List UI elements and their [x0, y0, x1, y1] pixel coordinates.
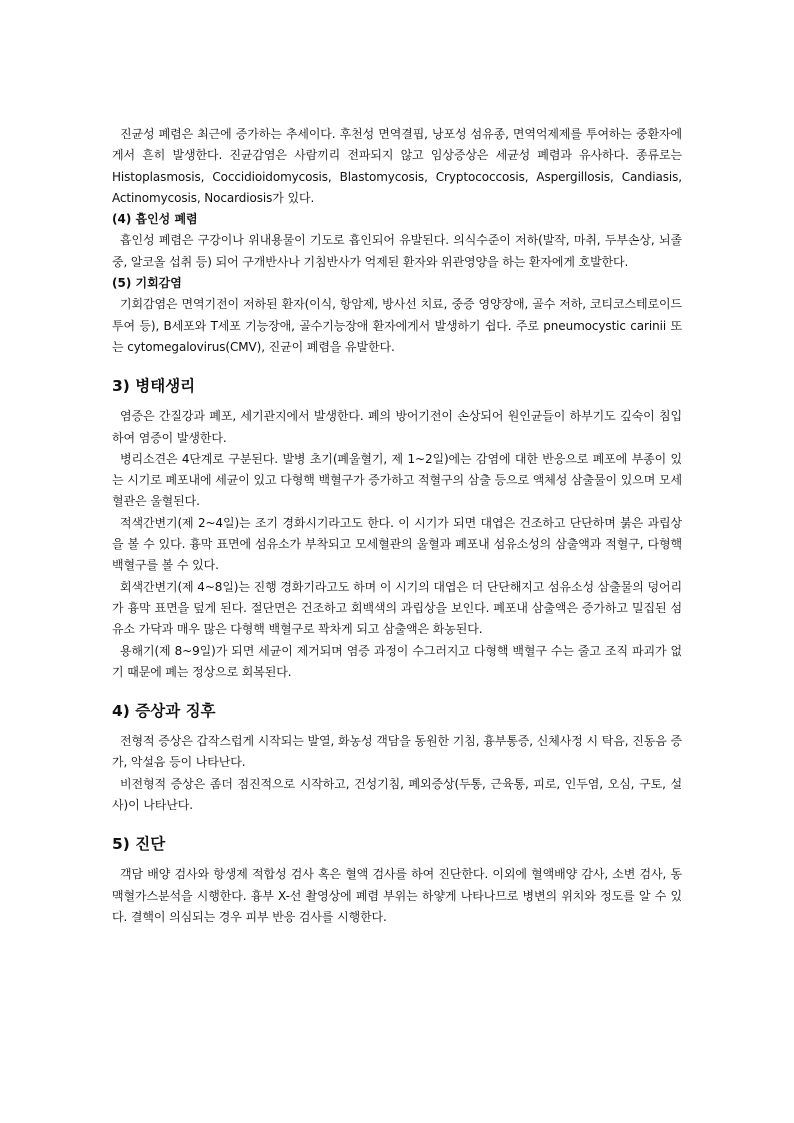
- symptoms-paragraph: 전형적 증상은 갑작스럽게 시작되는 발열, 화농성 객담을 동원한 기침, 흉부통증, 신체사정 시 탁음, 진동음 증가, 악설음 등이 나타난다.: [112, 734, 682, 770]
- pathophysiology-title: 3) 병태생리: [112, 377, 196, 396]
- opportunistic-paragraph: 기회감염은 면역기전이 저하된 환자(이식, 항암제, 방사선 치료, 중증 영양장애, 골수 저하, 코티코스테로이드 투여 등), B세포와 T세포 기능장애, 골수기능장애 환자에게서 발생하기 쉽다. 주로 pneumocystic carinii 또는 cytomegalovirus(CMV), 진균이 폐렴을 유발한다.: [112, 297, 682, 354]
- pathophysiology-paragraph: 회색간변기(제 4~8일)는 진행 경화기라고도 하며 이 시기의 대엽은 더 단단해지고 섬유소성 삼출물의 덩어리가 흉막 표면을 덮게 된다. 절단면은 건조하고 회백색의 과립상을 보인다. 폐포내 삼출액은 증가하고 밀집된 섬유소 가닥과 매우 많은 다형핵 백혈구로 꽉차게 되고 삼출액은 화농된다.: [112, 579, 682, 637]
- spacer: [112, 358, 682, 374]
- opportunistic-heading: (5) 기회감염: [112, 276, 182, 291]
- document-page: [112, 124, 682, 928]
- pathophysiology-paragraph: 적색간변기(제 2~4일)는 조기 경화시기라고도 한다. 이 시기가 되면 대엽은 건조하고 단단하며 붉은 과립상을 볼 수 있다. 흉막 표면에 섬유소가 부착되고 모세혈관의 울혈과 폐포내 섬유소성의 삼출액과 적혈구, 다형핵 백혈구를 볼 수 있다.: [112, 515, 682, 573]
- pathophysiology-paragraph: 병리소견은 4단계로 구분된다. 발병 초기(폐울혈기, 제 1~2일)에는 감염에 대한 반응으로 폐포에 부종이 있는 시기로 폐포내에 세균이 있고 다형핵 백혈구가 증가하고 적혈구의 삼출 등으로 액체성 삼출물이 있으며 모세혈관은 울혈된다.: [112, 451, 682, 509]
- spacer: [112, 723, 682, 731]
- spacer: [112, 398, 682, 406]
- pathophysiology-paragraph: 염증은 간질강과 폐포, 세기관지에서 발생한다. 폐의 방어기전이 손상되어 원인균들이 하부기도 깊숙이 침입하여 염증이 발생한다.: [112, 409, 682, 445]
- spacer: [112, 816, 682, 832]
- symptoms-title: 4) 증상과 징후: [112, 702, 216, 721]
- spacer: [112, 856, 682, 864]
- symptoms-paragraph: 비전형적 증상은 좀더 점진적으로 시작하고, 건성기침, 폐외증상(두통, 근육통, 피로, 인두염, 오심, 구토, 설사)이 나타난다.: [112, 776, 682, 813]
- diagnosis-paragraph: 객담 배양 검사와 항생제 적합성 검사 혹은 혈액 검사를 하여 진단한다. 이외에 혈액배양 감사, 소변 검사, 동맥혈가스분석을 시행한다. 흉부 X-선 촬영상에 폐렴 부위는 하얗게 나타나므로 병변의 위치와 정도를 알 수 있다. 결핵이 의심되는 경우 피부 반응 검사를 시행한다.: [112, 867, 682, 924]
- fungal-pneumonia-paragraph: 진균성 폐렴은 최근에 증가하는 추세이다. 후천성 면역결핍, 낭포성 섬유종, 면역억제제를 투여하는 중환자에게서 흔히 발생한다. 진균감염은 사람끼리 전파되지 않고 임상증상은 세균성 폐렴과 유사하다. 종류로는 Histoplasmosis, Coccidioidomycosis, Blastomycosis, Cryptococcosis, Aspergillosis, Candiasis, Actinomycosis, Nocardiosis가 있다.: [112, 127, 682, 205]
- diagnosis-title: 5) 진단: [112, 835, 166, 854]
- spacer: [112, 683, 682, 699]
- aspiration-heading: (4) 흡인성 폐렴: [112, 212, 198, 227]
- pathophysiology-paragraph: 용해기(제 8~9일)가 되면 세균이 제거되며 염증 과정이 수그러지고 다형핵 백혈구 수는 줄고 조직 파괴가 없기 때문에 폐는 정상으로 회복된다.: [112, 643, 682, 679]
- aspiration-paragraph: 흡인성 폐렴은 구강이나 위내용물이 기도로 흡인되어 유발된다. 의식수준이 저하(발작, 마취, 두부손상, 뇌졸중, 알코올 섭취 등) 되어 구개반사나 기침반사가 억제된 환자와 위관영양을 하는 환자에게 호발한다.: [112, 233, 682, 269]
